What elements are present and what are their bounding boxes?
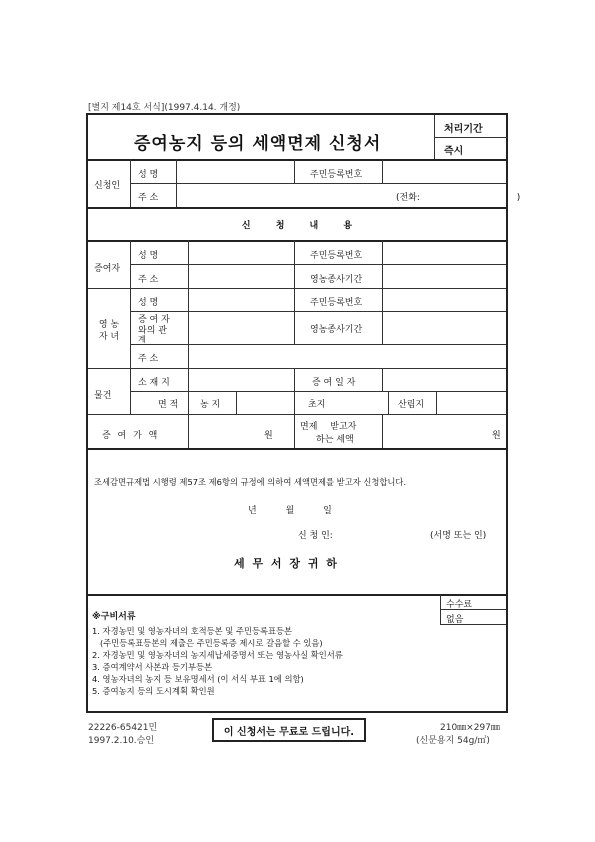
gift-value-unit: 원 — [264, 431, 273, 441]
farmland-label: 농 지 — [200, 400, 221, 410]
form-title: 증여농지 등의 세액면제 신청서 — [134, 134, 382, 154]
property-section-label: 물건 — [94, 391, 112, 401]
young-farmer-label-1: 영 농 — [98, 320, 120, 330]
exempt-label-1: 면제 받고자 — [300, 422, 357, 432]
gift-value-label: 증 여 가 액 — [102, 431, 158, 441]
document-item: 5. 증여농지 등의 도시계획 확인원 — [92, 686, 215, 696]
relation-label-2: 와의 관 — [138, 326, 167, 336]
fee-value: 없음 — [446, 615, 464, 625]
paper-size: 210㎜×297㎜ — [440, 723, 500, 733]
applicant-phone-label: (전화: ) — [396, 193, 521, 203]
gift-date-label: 증 여 일 자 — [312, 378, 356, 388]
signer-label: 신 청 인: — [298, 531, 333, 541]
fee-label: 수수료 — [446, 600, 473, 610]
young-farmer-address-label: 주 소 — [138, 354, 159, 364]
document-item: 1. 자경농민 및 영농자녀의 호적등본 및 주민등록표등본 — [92, 626, 293, 636]
relation-label-3: 계 — [138, 335, 146, 344]
donor-id-label: 주민등록번호 — [310, 251, 363, 261]
donor-address-label: 주 소 — [138, 275, 159, 285]
documents-heading: ※구비서류 — [92, 612, 136, 622]
addressee: 세 무 서 장 귀 하 — [234, 557, 339, 570]
donor-name-label: 성 명 — [138, 251, 159, 261]
application-contents-heading: 신 청 내 용 — [241, 221, 353, 231]
document-item: 2. 자경농민 및 영농자녀의 농지세납세증명서 또는 영농사실 확인서류 — [92, 650, 343, 660]
document-item: 4. 영농자녀의 농지 등 보유명세서 (이 서식 부표 1에 의함) — [92, 674, 304, 684]
approval-date: 1997.2.10.승인 — [88, 736, 155, 746]
processing-period-value: 즉시 — [444, 146, 464, 157]
application-form — [86, 113, 521, 713]
form-code: 22226-65421민 — [88, 723, 158, 733]
document-item: (주민등록표등본의 제출은 주민등록증 제시로 갈음할 수 있음) — [100, 638, 323, 648]
exempt-value-unit: 원 — [492, 431, 501, 441]
form-reference: [별지 제14호 서식](1997.4.14. 개정) — [88, 103, 241, 113]
donor-section-label: 증여자 — [94, 264, 121, 274]
processing-period-label: 처리기간 — [444, 124, 483, 135]
signature-note: (서명 또는 인) — [430, 531, 487, 541]
statement-text: 조세감면규제법 시행령 제57조 제6항의 규정에 의하여 세액면제를 받고자 신청합니다. — [94, 477, 407, 487]
applicant-name-label: 성 명 — [138, 170, 159, 180]
donor-farming-label: 영농종사기간 — [310, 275, 363, 285]
paper-type: (신문용지 54g/㎡) — [416, 736, 490, 746]
young-farmer-label-2: 자 녀 — [98, 332, 120, 342]
grassland-label: 초지 — [308, 400, 326, 410]
young-farmer-id-label: 주민등록번호 — [310, 298, 363, 308]
young-farmer-name-label: 성 명 — [138, 298, 159, 308]
free-notice: 이 신청서는 무료로 드립니다. — [212, 718, 366, 742]
young-farmer-farming-label: 영농종사기간 — [310, 325, 363, 335]
exempt-label-2: 하는 세액 — [316, 435, 354, 445]
location-label: 소 재 지 — [138, 378, 170, 388]
relation-label-1: 증 여 자 — [138, 315, 170, 325]
document-item: 3. 증여계약서 사본과 등기부등본 — [92, 662, 213, 672]
area-label: 면 적 — [158, 400, 179, 410]
applicant-section-label: 신청인 — [94, 181, 121, 191]
applicant-id-label: 주민등록번호 — [310, 170, 363, 180]
applicant-address-label: 주 소 — [138, 193, 159, 203]
forest-label: 산림지 — [398, 400, 425, 410]
date-line: 년 월 일 — [248, 506, 332, 516]
